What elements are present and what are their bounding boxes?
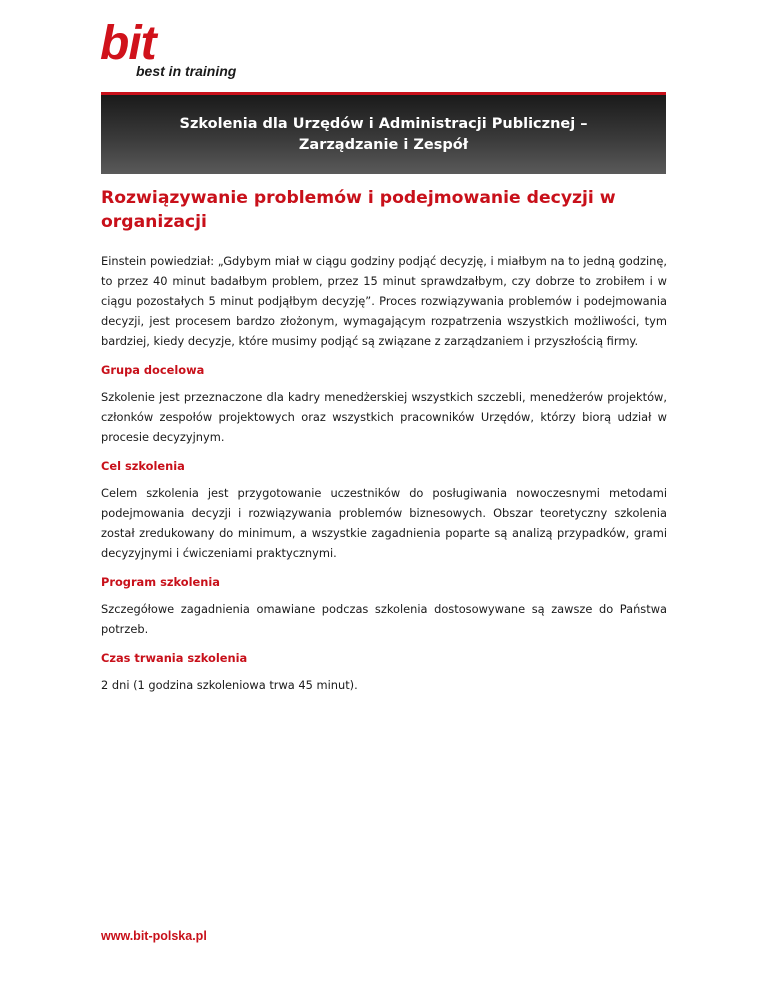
section-heading-program: Program szkolenia [101, 575, 220, 589]
section-heading-goal: Cel szkolenia [101, 459, 185, 473]
header-banner [101, 92, 666, 174]
banner-title-line-1: Szkolenia dla Urzędów i Administracji Publicznej – [179, 115, 588, 132]
intro-paragraph: Einstein powiedział: „Gdybym miał w ciągu godziny podjąć decyzję, i miałbym na to jedną godzinę, to przez 40 minut badałbym problem, przez 15 minut sprawdzałbym, czy dobrze to zrobiłem i w ciągu pozostałych 5 minut podjąłbym decyzję”. Proces rozwiązywania problemów i podejmowania decyzji, jest procesem bardzo złożonym, wymagającym rozpatrzenia wszystkich możliwości, tym bardziej, kiedy decyzje, które musimy podjąć są związane z zarządzaniem i przyszłością firmy. [101, 254, 667, 348]
section-heading-target-group: Grupa docelowa [101, 363, 205, 377]
logo-wordmark: bit [100, 17, 156, 70]
section-text-duration: 2 dni (1 godzina szkoleniowa trwa 45 minut). [101, 678, 358, 692]
website-link[interactable]: www.bit-polska.pl [101, 929, 207, 943]
section-text-program: Szczegółowe zagadnienia omawiane podczas szkolenia dostosowywane są zawsze do Państwa potrzeb. [101, 602, 667, 636]
document-title: Rozwiązywanie problemów i podejmowanie decyzji w organizacji [101, 188, 616, 232]
section-text-goal: Celem szkolenia jest przygotowanie uczestników do posługiwania nowoczesnymi metodami podejmowania decyzji i rozwiązywania problemów biznesowych. Obszar teoretyczny szkolenia został zredukowany do minimum, a wszystkie zagadnienia poparte są analizą przypadków, grami decyzyjnymi i ćwiczeniami praktycznymi. [101, 486, 667, 560]
logo-tagline: best in training [136, 63, 237, 79]
banner-title-line-2: Zarządzanie i Zespół [298, 136, 469, 153]
section-heading-duration: Czas trwania szkolenia [101, 651, 248, 665]
section-text-target-group: Szkolenie jest przeznaczone dla kadry menedżerskiej wszystkich szczebli, menedżerów projektów, członków zespołów projektowych oraz wszystkich pracowników Urzędów, którzy biorą udział w procesie decyzyjnym. [101, 390, 667, 444]
document-body [101, 186, 667, 704]
bit-logo [100, 17, 260, 82]
